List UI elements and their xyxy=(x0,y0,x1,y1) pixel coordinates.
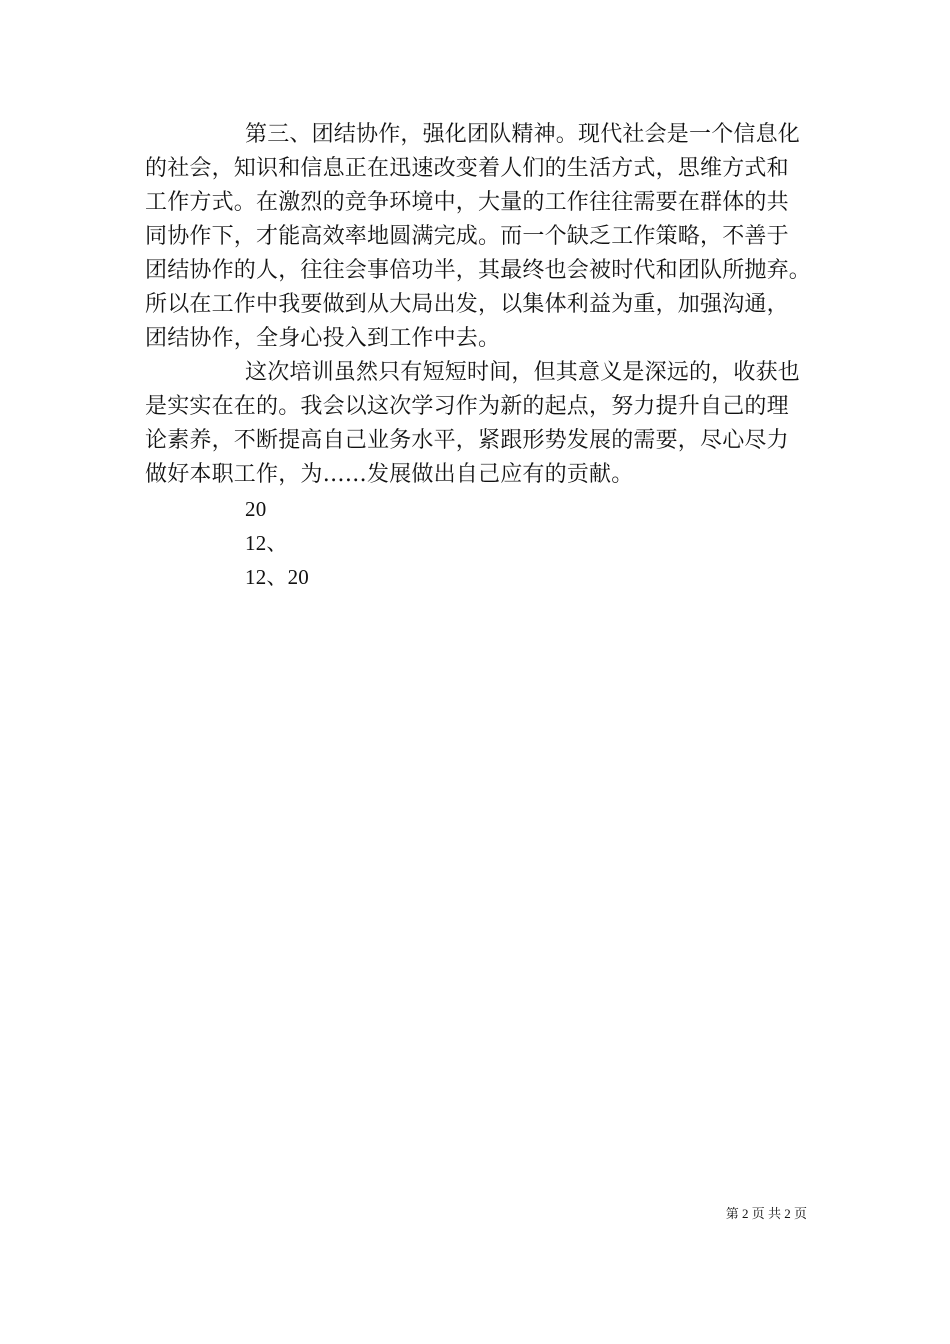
paragraph-3-line-4: 同协作下，才能高效率地圆满完成。而一个缺乏工作策略，不善于 xyxy=(145,224,789,249)
paragraph-3-line-3: 工作方式。在激烈的竞争环境中，大量的工作往往需要在群体的共 xyxy=(145,190,789,215)
paragraph-3-line-5: 团结协作的人，往往会事倍功半，其最终也会被时代和团队所抛弃。 xyxy=(145,258,812,283)
paragraph-3-line-6: 所以在工作中我要做到从大局出发，以集体利益为重，加强沟通， xyxy=(145,292,789,317)
paragraph-4-line-1: 这次培训虽然只有短短时间，但其意义是深远的，收获也 xyxy=(245,360,801,385)
paragraph-3-line-7: 团结协作，全身心投入到工作中去。 xyxy=(145,326,501,351)
paragraph-4-line-2: 是实实在在的。我会以这次学习作为新的起点，努力提升自己的理 xyxy=(145,394,789,419)
document-body xyxy=(145,118,810,594)
paragraph-3-line-2: 的社会，知识和信息正在迅速改变着人们的生活方式，思维方式和 xyxy=(145,156,789,181)
paragraph-3-line-1: 第三、团结协作，强化团队精神。现代社会是一个信息化 xyxy=(245,122,801,147)
date-line-1: 20 xyxy=(245,497,267,521)
page-number-footer: 第 2 页 共 2 页 xyxy=(725,1206,807,1221)
paragraph-4-line-3: 论素养，不断提高自己业务水平，紧跟形势发展的需要，尽心尽力 xyxy=(145,428,789,453)
date-line-2: 12、 xyxy=(245,531,288,555)
paragraph-4-line-4: 做好本职工作，为……发展做出自己应有的贡献。 xyxy=(145,462,634,487)
date-line-3: 12、20 xyxy=(245,565,309,589)
